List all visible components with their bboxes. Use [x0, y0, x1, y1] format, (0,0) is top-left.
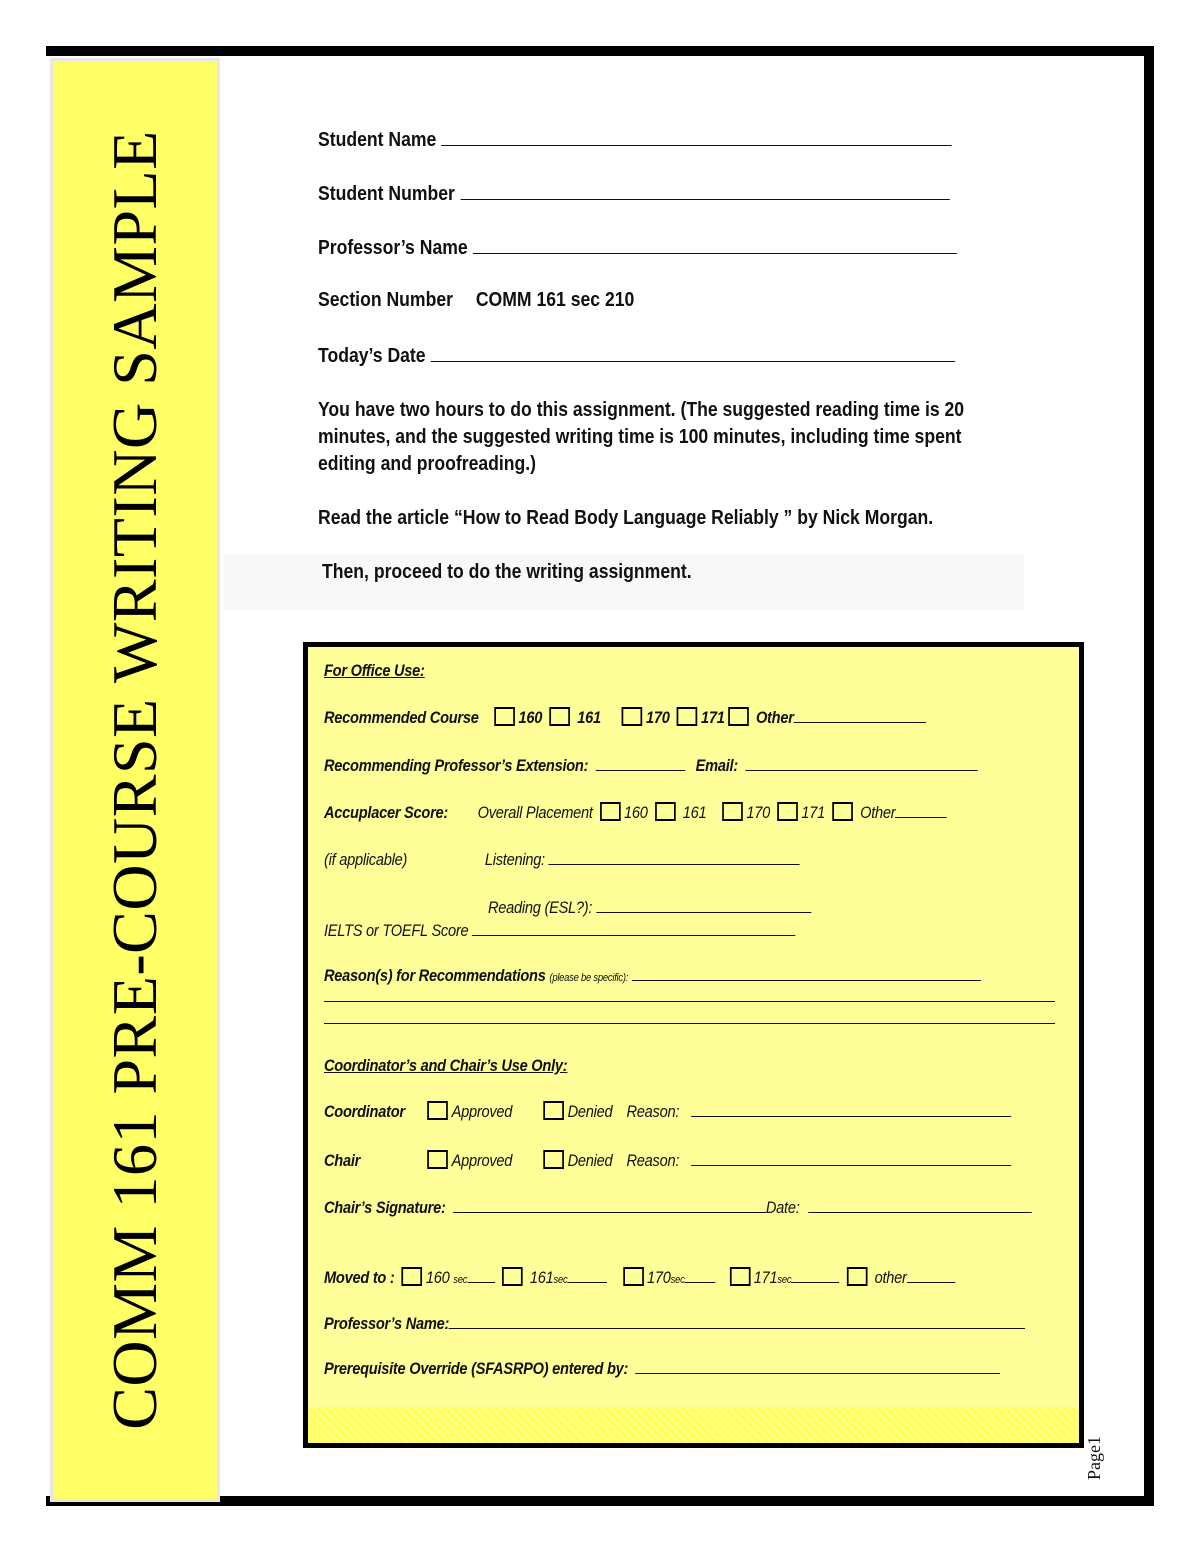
office-professor-name-label: Professor’s Name: — [324, 1314, 450, 1333]
rec-other-checkbox[interactable] — [728, 707, 749, 726]
todays-date-field[interactable] — [431, 343, 955, 362]
reasons-label: Reason(s) for Recommendations — [324, 966, 546, 985]
chair-date-label: Date: — [765, 1198, 800, 1217]
ielts-field[interactable] — [472, 920, 795, 936]
rec-160-checkbox[interactable] — [494, 707, 515, 726]
acc-161-checkbox[interactable] — [655, 802, 676, 821]
acc-160-checkbox[interactable] — [600, 802, 621, 821]
prerequisite-row — [324, 1358, 1000, 1379]
moved-to-row — [324, 1267, 955, 1288]
rec-other-field[interactable] — [794, 707, 926, 723]
professor-name-field[interactable] — [473, 235, 957, 254]
chair-signature-row — [324, 1197, 1032, 1218]
moved-171-field[interactable] — [791, 1267, 839, 1283]
chair-date-field[interactable] — [808, 1197, 1032, 1213]
coordinator-approved-label: Approved — [451, 1102, 513, 1121]
office-box-pattern — [308, 1407, 1079, 1443]
section-number-row — [318, 289, 634, 312]
reading-field[interactable] — [596, 897, 811, 913]
coordinator-reason-field[interactable] — [692, 1101, 1012, 1117]
rec-professor-row — [324, 755, 977, 776]
accuplacer-label: Accuplacer Score: — [324, 803, 449, 822]
reading-label: Reading (ESL?): — [488, 898, 593, 917]
chair-approved-checkbox[interactable] — [428, 1150, 449, 1169]
office-professor-name-field[interactable] — [449, 1313, 1025, 1329]
sidebar-title: COMM 161 PRE-COURSE WRITING SAMPLE — [99, 130, 170, 1430]
todays-date-label: Today’s Date — [318, 345, 426, 367]
moved-170-label: 170 — [646, 1268, 671, 1287]
moved-160-checkbox[interactable] — [402, 1267, 423, 1286]
reasons-field[interactable] — [632, 965, 981, 981]
ielts-label: IELTS or TOEFL Score — [324, 921, 469, 940]
sidebar-banner — [50, 58, 220, 1502]
professor-name-label: Professor’s Name — [318, 237, 468, 259]
chair-denied-label: Denied — [567, 1151, 613, 1170]
moved-170-sec: sec — [670, 1274, 685, 1286]
listening-row — [324, 849, 800, 870]
coordinator-approved-checkbox[interactable] — [428, 1101, 449, 1120]
student-number-row — [318, 181, 949, 206]
office-use-box — [303, 642, 1084, 1448]
acc-other-field[interactable] — [895, 802, 947, 818]
moved-other-field[interactable] — [907, 1267, 955, 1283]
page-number: Page1 — [1084, 1436, 1104, 1480]
chair-row — [324, 1150, 1011, 1171]
coordinator-reason-label: Reason: — [626, 1102, 680, 1121]
section-number-value: COMM 161 sec 210 — [475, 289, 635, 311]
reasons-line-2[interactable] — [324, 1001, 1055, 1002]
rec-170-checkbox[interactable] — [622, 707, 643, 726]
coordinator-heading: Coordinator’s and Chair’s Use Only: — [324, 1056, 568, 1075]
chair-reason-label: Reason: — [626, 1151, 680, 1170]
section-number-label: Section Number — [318, 289, 453, 311]
rec-prof-ext-label: Recommending Professor’s Extension: — [324, 756, 589, 775]
chair-reason-field[interactable] — [692, 1150, 1012, 1166]
email-label: Email: — [695, 756, 738, 775]
acc-170-checkbox[interactable] — [722, 802, 743, 821]
coordinator-denied-checkbox[interactable] — [543, 1101, 564, 1120]
student-name-field[interactable] — [442, 127, 952, 146]
chair-approved-label: Approved — [451, 1151, 513, 1170]
moved-171-label: 171 — [753, 1268, 778, 1287]
rec-171-label: 171 — [700, 708, 725, 727]
acc-171-checkbox[interactable] — [777, 802, 798, 821]
moved-171-sec: sec — [777, 1274, 792, 1286]
todays-date-row — [318, 343, 955, 368]
moved-160-sec: sec — [453, 1274, 468, 1286]
reasons-row — [324, 965, 981, 986]
student-name-label: Student Name — [318, 129, 437, 151]
student-name-row — [318, 127, 952, 152]
coordinator-denied-label: Denied — [567, 1102, 613, 1121]
moved-160-label: 160 — [425, 1268, 450, 1287]
chair-label: Chair — [324, 1151, 361, 1170]
moved-to-label: Moved to : — [324, 1268, 395, 1287]
student-number-field[interactable] — [460, 181, 949, 200]
listening-field[interactable] — [549, 849, 800, 865]
moved-161-sec: sec — [553, 1274, 568, 1286]
office-use-heading: For Office Use: — [324, 661, 425, 680]
moved-160-field[interactable] — [467, 1267, 495, 1283]
email-field[interactable] — [745, 755, 977, 771]
instructions-read: Read the article “How to Read Body Language Reliably ” by Nick Morgan. — [318, 507, 934, 529]
moved-161-checkbox[interactable] — [502, 1267, 523, 1286]
recommended-course-label: Recommended Course — [324, 708, 479, 727]
moved-170-field[interactable] — [685, 1267, 716, 1283]
rec-171-checkbox[interactable] — [677, 707, 698, 726]
moved-170-checkbox[interactable] — [623, 1267, 644, 1286]
ielts-row — [324, 920, 796, 941]
overall-placement-label: Overall Placement — [477, 803, 593, 822]
rec-160-label: 160 — [518, 708, 543, 727]
moved-other-checkbox[interactable] — [847, 1267, 868, 1286]
moved-161-field[interactable] — [567, 1267, 607, 1283]
moved-161-label: 161 — [529, 1268, 554, 1287]
reading-row — [488, 897, 811, 918]
professor-name-office-row — [324, 1313, 1025, 1334]
professor-name-row — [318, 235, 957, 260]
rec-170-label: 170 — [646, 708, 670, 727]
reasons-note: (please be specific): — [549, 972, 629, 984]
chair-denied-checkbox[interactable] — [543, 1150, 564, 1169]
rec-161-checkbox[interactable] — [549, 707, 570, 726]
acc-161-label: 161 — [682, 803, 707, 822]
moved-171-checkbox[interactable] — [730, 1267, 751, 1286]
acc-160-label: 160 — [624, 803, 648, 822]
acc-170-label: 170 — [746, 803, 770, 822]
rec-other-label: Other — [755, 708, 794, 727]
prerequisite-field[interactable] — [635, 1358, 1000, 1374]
prerequisite-label: Prerequisite Override (SFASRPO) entered by: — [324, 1359, 629, 1378]
accuplacer-row — [324, 802, 947, 823]
chair-signature-field[interactable] — [453, 1197, 766, 1213]
coordinator-row — [324, 1101, 1011, 1122]
rec-prof-ext-field[interactable] — [595, 755, 684, 771]
acc-other-checkbox[interactable] — [832, 802, 853, 821]
coordinator-label: Coordinator — [324, 1102, 405, 1121]
instructions-proceed: Then, proceed to do the writing assignment. — [322, 561, 692, 583]
reasons-line-3[interactable] — [324, 1023, 1055, 1024]
chair-signature-label: Chair’s Signature: — [324, 1198, 446, 1217]
listening-label: Listening: — [484, 850, 545, 869]
instructions-time: You have two hours to do this assignment. (The suggested reading time is 20 minutes, and the suggested writing time is 100 minutes, including time spent editing and proofreading.) — [318, 399, 965, 475]
acc-other-label: Other — [860, 803, 896, 822]
recommended-course-row — [324, 707, 926, 728]
rec-161-label: 161 — [577, 708, 601, 727]
moved-other-label: other — [874, 1268, 907, 1287]
acc-171-label: 171 — [801, 803, 825, 822]
if-applicable-label: (if applicable) — [324, 850, 408, 869]
student-number-label: Student Number — [318, 183, 455, 205]
